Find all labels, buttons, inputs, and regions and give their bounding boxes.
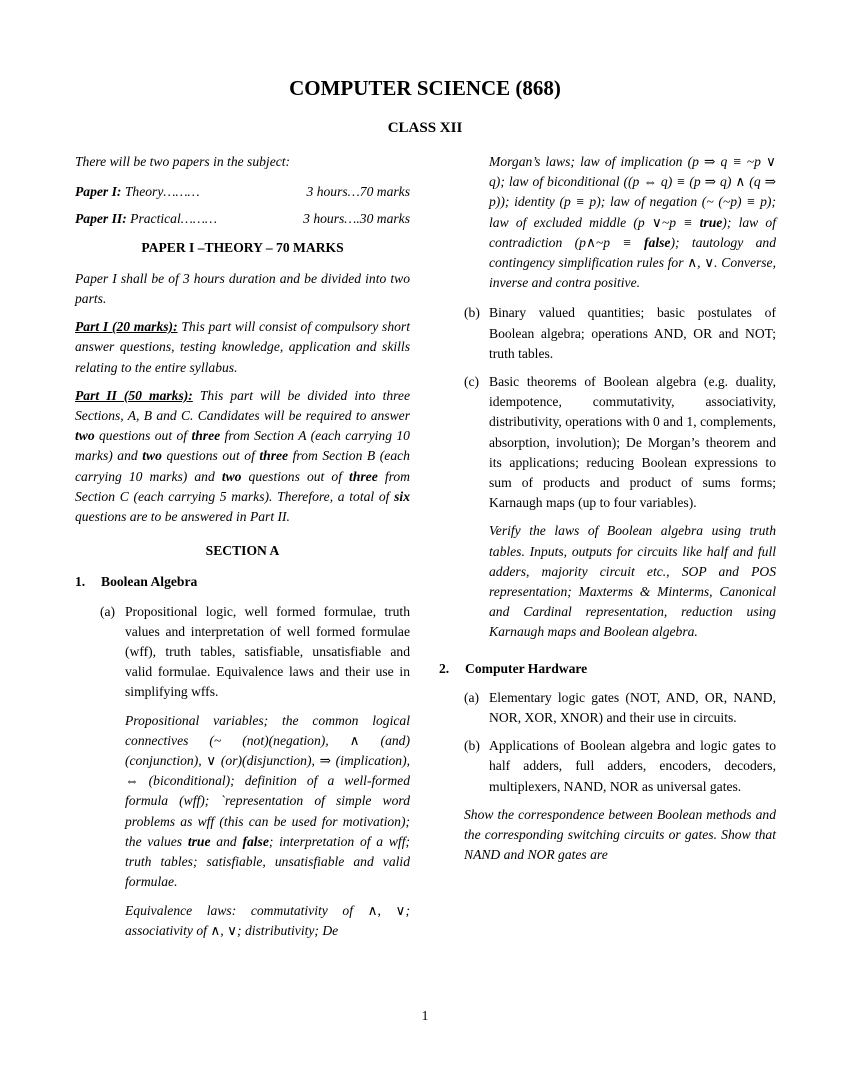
note-text: and xyxy=(210,833,243,849)
class-subtitle: CLASS XII xyxy=(387,120,463,136)
right-column xyxy=(439,152,776,866)
part-2-emph: three xyxy=(259,448,289,464)
part-2-text: questions out of xyxy=(161,448,260,464)
item-2a-label: (a) xyxy=(464,689,480,705)
section-a-heading: SECTION A xyxy=(205,543,280,559)
item-1b xyxy=(464,303,776,364)
part-2-text: questions out of xyxy=(94,428,192,444)
note-emph: false xyxy=(644,234,671,250)
part-2-text: questions are to be answered in Part II. xyxy=(75,509,290,525)
note-text: Morgan’s laws; law of implication (p ⇒ q ≡ ~p ∨ q); law of biconditional ((p ⇔ q) ≡ (p ⇒ q) ∧ (q ⇒ p)); identity (p ≡ p); law of negation (~ (~p) ≡ p); law of excluded middle (p ∨~p ≡ xyxy=(489,154,776,230)
part-1-text: This part will consist of compulsory short answer questions, testing knowledge, application and skills relating to the entire syllabus. xyxy=(75,319,410,375)
note-text: ); law of contradiction (p∧~p ≡ xyxy=(489,214,776,250)
item-2a-text: Elementary logic gates (NOT, AND, OR, NAND, NOR, XOR, XNOR) and their use in circuits. xyxy=(489,689,776,726)
item-1a-note-1 xyxy=(125,711,410,893)
page-title: COMPUTER SCIENCE (868) xyxy=(289,76,561,100)
paper-1-label: Paper I: xyxy=(75,184,122,200)
note-emph: false xyxy=(242,833,269,849)
topic-2-title: Computer Hardware xyxy=(465,660,588,676)
topic-1-heading xyxy=(75,572,410,592)
left-column xyxy=(75,152,410,949)
item-2b xyxy=(464,736,776,797)
item-1b-label: (b) xyxy=(464,305,480,321)
item-1c-label: (c) xyxy=(464,374,480,390)
note-text: Propositional variables; the common logical connectives (~ (not)(negation), ∧ (and)(conjunction), ∨ (or)(disjunction), ⇒ (implication), ⇔ (biconditional); definition of a well-formed formula (wff); `representation of simple word problems as wff (this can be used for motivation); the values xyxy=(125,712,410,849)
part-2-text: questions out of xyxy=(241,468,350,484)
item-1b-text: Binary valued quantities; basic postulates of Boolean algebra; operations AND, OR and NOT; truth tables. xyxy=(489,305,776,361)
part-1-label: Part I (20 marks): xyxy=(75,319,178,335)
item-1c-text: Basic theorems of Boolean algebra (e.g. duality, idempotence, commutativity, associativity, distributivity, operations with 0 and 1, complements, absorption, involution); De Morgan’s theorem and its applications; reducing Boolean expressions to sum of products and product of sums forms; Karnaugh maps (up to four variables). xyxy=(489,374,776,511)
part-2-emph: three xyxy=(191,428,221,444)
item-1c-note: Verify the laws of Boolean algebra using truth tables. Inputs, outputs for circuits like half and full adders, majority circuit etc., SOP and POS representation; Maxterms & Minterms, Canonical and Cardinal representation, reduction using Karnaugh maps and Boolean algebra. xyxy=(489,523,776,640)
paper-1-time: 3 hours…70 marks xyxy=(306,184,410,200)
continued-note xyxy=(489,152,776,293)
page-number: 1 xyxy=(421,1008,429,1023)
topic-2-number: 2. xyxy=(439,660,450,676)
part-2-emph: two xyxy=(75,428,95,444)
part-2-label: Part II (50 marks): xyxy=(75,387,193,403)
topic-1-title: Boolean Algebra xyxy=(101,574,198,590)
part-2-emph: three xyxy=(349,468,378,484)
paper-heading: PAPER I –THEORY – 70 MARKS xyxy=(141,239,344,255)
part-1-paragraph xyxy=(75,317,410,378)
note-text: ; interpretation of a wff; truth tables; satisfiable, unsatisfiable and valid formulae. xyxy=(125,833,410,890)
item-1a xyxy=(100,602,410,941)
item-2-note: Show the correspondence between Boolean methods and the corresponding switching circuits or gates. Show that NAND and NOR gates are xyxy=(464,806,776,863)
note-emph: true xyxy=(187,833,211,849)
part-2-text: This part will be divided into three Sections, A, B and C. Candidates will be required to answer xyxy=(75,387,410,424)
item-1a-note-2: Equivalence laws: commutativity of ∧, ∨; associativity of ∧, ∨; distributivity; De xyxy=(125,902,410,938)
part-2-emph: two xyxy=(142,448,162,464)
note-emph: true xyxy=(699,214,723,230)
paper-2-line xyxy=(75,209,410,229)
item-1a-text: Propositional logic, well formed formulae, truth values and interpretation of well formed formulae (wff), truth tables, satisfiable, unsatisfiable and valid formulae. Equivalence laws and their use in simplifying wffs. xyxy=(125,603,410,700)
paper-1-name: Theory……… xyxy=(124,184,200,200)
part-2-text: from Section A (each carrying 10 marks) and xyxy=(75,428,410,464)
part-2-emph: two xyxy=(221,468,242,484)
paper-2-time: 3 hours….30 marks xyxy=(303,211,410,227)
part-2-paragraph xyxy=(75,386,410,527)
intro-text: There will be two papers in the subject: xyxy=(75,154,291,169)
duration-text: Paper I shall be of 3 hours duration and be divided into two parts. xyxy=(75,270,410,307)
item-2b-label: (b) xyxy=(464,738,480,754)
part-2-emph: six xyxy=(394,488,410,504)
item-2b-text: Applications of Boolean algebra and logic gates to half adders, full adders, encoders, decoders, multiplexers, NAND, NOR as universal gates. xyxy=(489,738,776,794)
item-1a-label: (a) xyxy=(100,603,116,619)
item-2a xyxy=(464,688,776,728)
part-2-text: from Section B (each carrying 10 marks) and xyxy=(75,448,410,484)
paper-1-line xyxy=(75,182,410,202)
part-2-text: from Section C (each carrying 5 marks). Therefore, a total of xyxy=(75,468,410,504)
topic-1-number: 1. xyxy=(75,574,86,590)
item-1c xyxy=(464,372,776,643)
paper-2-label: Paper II: xyxy=(75,211,127,227)
note-text: ); tautology and contingency simplification rules for ∧, ∨. Converse, inverse and contra positive. xyxy=(489,234,776,291)
topic-2-heading xyxy=(439,659,776,679)
paper-2-name: Practical……… xyxy=(130,211,217,227)
